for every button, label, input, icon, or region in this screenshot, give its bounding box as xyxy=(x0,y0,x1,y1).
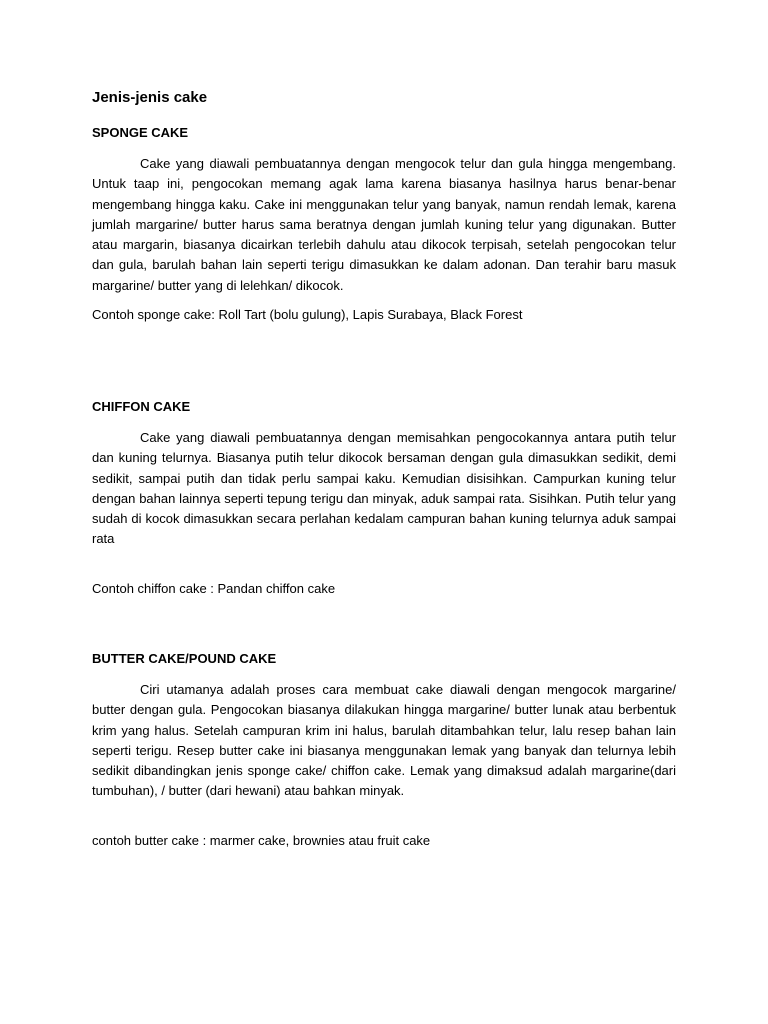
section-heading: SPONGE CAKE xyxy=(92,125,189,140)
section-paragraph: Cake yang diawali pembuatannya dengan memisahkan pengocokannya antara putih telur dan kuning telurnya. Biasanya putih telur dikocok bersaman dengan gula dimasukkan sedikit, demi sedikit, sampai putih dan tidak perlu sampai kaku. Kemudian disisihkan. Campurkan kuning telur dengan bahan lainnya seperti tepung terigu dan minyak, aduk sampai rata. Sisihkan. Putih telur yang sudah di kocok dimasukkan secara perlahan kedalam campuran bahan kuning telurnya aduk sampai rata xyxy=(92,430,676,547)
section-chiffon-cake xyxy=(92,398,676,598)
section-example: Contoh sponge cake: Roll Tart (bolu gulung), Lapis Surabaya, Black Forest xyxy=(92,307,523,323)
section-paragraph: Cake yang diawali pembuatannya dengan mengocok telur dan gula hingga mengembang. Untuk taap ini, pengocokan memang agak lama karena biasanya hasilnya harus benar-benar mengembang hingga kaku. Cake ini menggunakan telur yang banyak, namun rendah lemak, karena jumlah margarine/ butter harus sama beratnya dengan jumlah kuning telur yang digunakan. Butter atau margarin, biasanya dicairkan terlebih dahulu atau dikocok terpisah, setelah pengocokan telur dan gula, barulah bahan lain seperti terigu dimasukkan ke dalam adonan. Dan terahir baru masuk margarine/ butter yang di lelehkan/ dikocok. xyxy=(92,156,676,293)
section-example: contoh butter cake : marmer cake, brownies atau fruit cake xyxy=(92,832,431,848)
section-paragraph: Ciri utamanya adalah proses cara membuat cake diawali dengan mengocok margarine/ butter dengan gula. Pengocokan biasanya dilakukan hingga margarine/ butter lunak atau berbentuk krim yang halus. Setelah campuran krim ini halus, barulah ditambahkan telur, lalu resep bahan lain seperti terigu. Resep butter cake ini biasanya menggunakan lemak yang banyak dan telurnya lebih sedikit dibandingkan jenis sponge cake/ chiffon cake. Lemak yang dimaksud adalah margarine(dari tumbuhan), / butter (dari hewani) atau bahkan minyak. xyxy=(92,682,676,799)
section-butter-cake xyxy=(92,650,676,850)
section-heading: CHIFFON CAKE xyxy=(92,399,191,414)
document-title: Jenis-jenis cake xyxy=(92,89,208,106)
section-sponge-cake xyxy=(92,124,676,324)
section-heading: BUTTER CAKE/POUND CAKE xyxy=(92,651,277,666)
section-example: Contoh chiffon cake : Pandan chiffon cake xyxy=(92,580,336,596)
document-page xyxy=(92,88,676,848)
